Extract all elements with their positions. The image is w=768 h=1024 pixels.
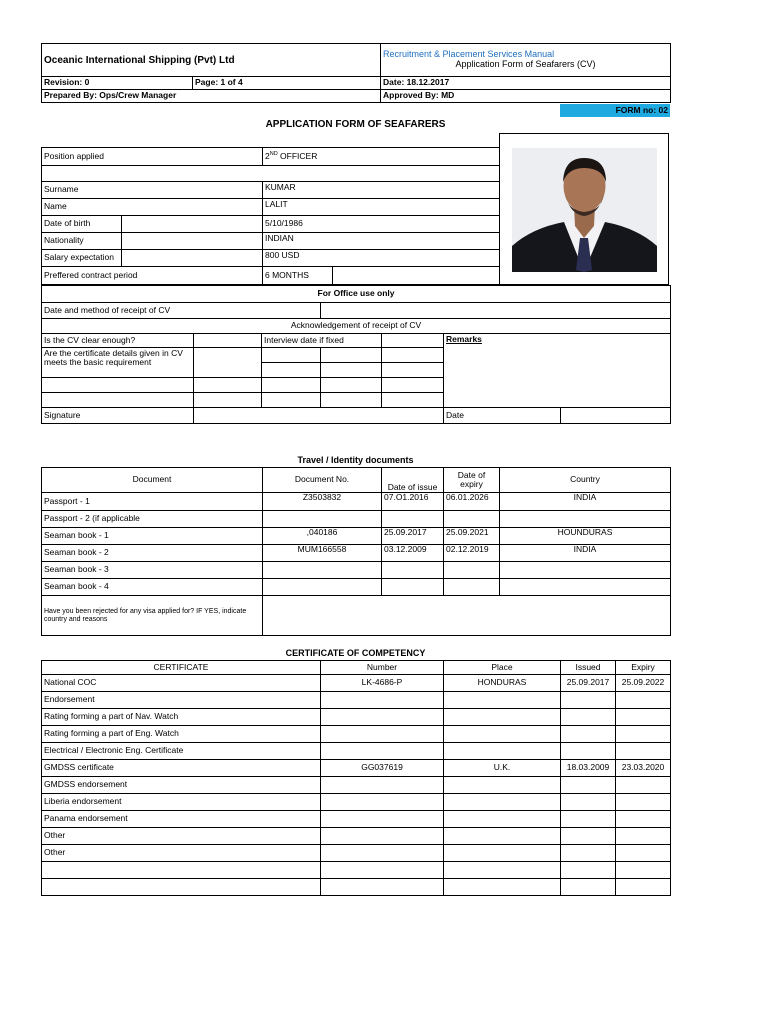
office-cell [194, 378, 262, 393]
manual-title-cell [381, 44, 671, 77]
coc-certificate: Rating forming a part of Eng. Watch [42, 726, 321, 743]
position-value [263, 148, 500, 166]
photo-frame [499, 133, 669, 285]
travel-expiry-date: 02.12.2019 [444, 545, 500, 562]
ack-heading: Acknowledgement of receipt of CV [42, 319, 671, 334]
coc-place [444, 692, 561, 709]
travel-document: Seaman book - 2 [42, 545, 263, 562]
contract-blank [332, 267, 499, 284]
coc-number [321, 794, 444, 811]
personal-table [41, 147, 500, 285]
nationality-value: INDIAN [263, 233, 500, 250]
header-table [41, 43, 671, 103]
form-title: APPLICATION FORM OF SEAFARERS [265, 119, 446, 130]
coc-issued [561, 862, 616, 879]
position-num: 2 [265, 151, 270, 162]
travel-document: Passport - 2 (if applicable [42, 511, 263, 528]
blank-row [42, 166, 500, 182]
coc-issued [561, 794, 616, 811]
coc-issued [561, 828, 616, 845]
form-number: FORM no: 02 [560, 104, 670, 117]
coc-header-expiry: Expiry [616, 661, 671, 675]
travel-document: Seaman book - 1 [42, 528, 263, 545]
coc-place [444, 879, 561, 896]
position-rest: OFFICER [277, 151, 318, 162]
coc-certificate: Other [42, 828, 321, 845]
coc-header-place: Place [444, 661, 561, 675]
travel-country [500, 511, 671, 528]
office-cell [262, 348, 321, 363]
revision: Revision: 0 [42, 77, 193, 90]
coc-expiry [616, 845, 671, 862]
coc-issued: 18.03.2009 [561, 760, 616, 777]
coc-header-cert: CERTIFICATE [42, 661, 321, 675]
office-cell [321, 393, 382, 408]
visa-question: Have you been rejected for any visa applied for? IF YES, indicate country and reasons [42, 596, 263, 636]
coc-row [42, 743, 671, 760]
office-cell [382, 348, 444, 363]
coc-expiry [616, 726, 671, 743]
coc-certificate [42, 879, 321, 896]
office-cell [382, 363, 444, 378]
signature-value [194, 408, 444, 424]
coc-issued [561, 777, 616, 794]
coc-number [321, 743, 444, 760]
coc-certificate [42, 862, 321, 879]
receipt-value [321, 303, 671, 319]
contract-label: Preffered contract period [42, 267, 263, 285]
travel-number: Z3503832 [263, 493, 382, 511]
coc-certificate: Other [42, 845, 321, 862]
coc-place [444, 845, 561, 862]
travel-header-expiry: Date of expiry [444, 468, 500, 493]
travel-issue-date: 07.O1.2016 [382, 493, 444, 511]
page-number: Page: 1 of 4 [193, 77, 381, 90]
travel-number [263, 562, 382, 579]
date-label: Date [444, 408, 561, 424]
coc-expiry [616, 794, 671, 811]
travel-issue-date [382, 579, 444, 596]
office-cell [262, 393, 321, 408]
coc-row [42, 692, 671, 709]
coc-place: HONDURAS [444, 675, 561, 692]
coc-place [444, 743, 561, 760]
cert-question: Are the certificate details given in CV meets the basic requirement [42, 348, 194, 378]
travel-heading: Travel / Identity documents [297, 455, 414, 465]
coc-number: GG037619 [321, 760, 444, 777]
office-heading: For Office use only [42, 286, 671, 303]
office-cell [321, 363, 382, 378]
coc-number [321, 828, 444, 845]
coc-expiry: 23.03.2020 [616, 760, 671, 777]
travel-country [500, 579, 671, 596]
name-value: LALIT [263, 199, 500, 216]
travel-document: Passport - 1 [42, 493, 263, 511]
office-table [41, 285, 671, 424]
coc-certificate: National COC [42, 675, 321, 692]
coc-issued [561, 709, 616, 726]
coc-number [321, 777, 444, 794]
coc-number [321, 879, 444, 896]
coc-expiry [616, 879, 671, 896]
office-cell [42, 378, 194, 393]
coc-expiry [616, 777, 671, 794]
travel-number: MUM166558 [263, 545, 382, 562]
travel-expiry-date: 06.01.2026 [444, 493, 500, 511]
coc-certificate: Electrical / Electronic Eng. Certificate [42, 743, 321, 760]
coc-number [321, 709, 444, 726]
person-silhouette-icon [512, 148, 657, 272]
name-label: Name [42, 199, 263, 216]
receipt-label: Date and method of receipt of CV [42, 303, 321, 319]
nationality-blank [122, 233, 263, 250]
coc-issued: 25.09.2017 [561, 675, 616, 692]
coc-number [321, 862, 444, 879]
coc-expiry [616, 743, 671, 760]
salary-value: 800 USD [263, 250, 500, 267]
coc-row [42, 760, 671, 777]
coc-place: U.K. [444, 760, 561, 777]
coc-expiry [616, 862, 671, 879]
travel-number [263, 579, 382, 596]
travel-country [500, 562, 671, 579]
travel-expiry-date [444, 579, 500, 596]
clear-question: Is the CV clear enough? [42, 334, 194, 348]
contract-cell [263, 267, 500, 285]
travel-number [263, 511, 382, 528]
travel-row [42, 493, 671, 511]
coc-place [444, 828, 561, 845]
coc-row [42, 794, 671, 811]
dob-blank [122, 216, 263, 233]
coc-place [444, 794, 561, 811]
coc-row [42, 709, 671, 726]
remarks-label: Remarks [444, 334, 671, 408]
signature-label: Signature [42, 408, 194, 424]
visa-answer [263, 596, 671, 636]
coc-place [444, 811, 561, 828]
coc-number [321, 811, 444, 828]
coc-number [321, 692, 444, 709]
travel-header-country: Country [500, 468, 671, 493]
travel-header-document: Document [42, 468, 263, 493]
date-value [561, 408, 671, 424]
coc-row [42, 862, 671, 879]
contract-inner [263, 267, 499, 284]
office-cell [321, 378, 382, 393]
travel-row [42, 579, 671, 596]
doc-title: Application Form of Seafarers (CV) [455, 59, 596, 69]
office-cell [42, 393, 194, 408]
travel-header-number: Document No. [263, 468, 382, 493]
header-date: Date: 18.12.2017 [381, 77, 671, 90]
travel-expiry-date: 25.09.2021 [444, 528, 500, 545]
coc-issued [561, 692, 616, 709]
coc-row [42, 879, 671, 896]
surname-value: KUMAR [263, 182, 500, 199]
coc-place [444, 709, 561, 726]
coc-row [42, 777, 671, 794]
coc-row [42, 726, 671, 743]
coc-header-number: Number [321, 661, 444, 675]
travel-country: HOUNDURAS [500, 528, 671, 545]
office-cell [382, 393, 444, 408]
dob-label: Date of birth [42, 216, 122, 233]
coc-expiry [616, 709, 671, 726]
coc-number [321, 726, 444, 743]
travel-expiry-date [444, 511, 500, 528]
coc-expiry: 25.09.2022 [616, 675, 671, 692]
coc-row [42, 828, 671, 845]
travel-country: INDIA [500, 545, 671, 562]
coc-header-issued: Issued [561, 661, 616, 675]
position-sup: ND [269, 151, 278, 158]
travel-expiry-date [444, 562, 500, 579]
prepared-by: Prepared By: Ops/Crew Manager [42, 90, 381, 103]
coc-expiry [616, 692, 671, 709]
coc-place [444, 862, 561, 879]
cert-answer [194, 348, 262, 378]
coc-place [444, 726, 561, 743]
office-cell [321, 348, 382, 363]
coc-heading: CERTIFICATE OF COMPETENCY [285, 648, 426, 658]
travel-document: Seaman book - 3 [42, 562, 263, 579]
office-cell [262, 363, 321, 378]
coc-expiry [616, 811, 671, 828]
interview-value [382, 334, 444, 348]
approved-by: Approved By: MD [381, 90, 671, 103]
interview-label: Interview date if fixed [262, 334, 382, 348]
coc-number: LK-4686-P [321, 675, 444, 692]
position-label: Position applied [42, 148, 263, 166]
coc-certificate: Endorsement [42, 692, 321, 709]
coc-certificate: Liberia endorsement [42, 794, 321, 811]
travel-row [42, 545, 671, 562]
company-name: Oceanic International Shipping (Pvt) Ltd [42, 44, 381, 77]
coc-row [42, 811, 671, 828]
travel-issue-date: 03.12.2009 [382, 545, 444, 562]
surname-label: Surname [42, 182, 263, 199]
travel-issue-date [382, 562, 444, 579]
coc-issued [561, 811, 616, 828]
coc-number [321, 845, 444, 862]
contract-value: 6 MONTHS [263, 267, 332, 284]
coc-certificate: Panama endorsement [42, 811, 321, 828]
coc-table [41, 660, 671, 896]
applicant-photo [512, 148, 657, 272]
coc-place [444, 777, 561, 794]
coc-issued [561, 845, 616, 862]
office-cell [382, 378, 444, 393]
manual-title: Recruitment & Placement Services Manual [383, 49, 555, 60]
coc-expiry [616, 828, 671, 845]
coc-row [42, 675, 671, 692]
salary-blank [122, 250, 263, 267]
travel-header-issue: Date of issue [382, 468, 444, 493]
travel-row [42, 562, 671, 579]
clear-answer [194, 334, 262, 348]
travel-issue-date: 25.09.2017 [382, 528, 444, 545]
coc-issued [561, 743, 616, 760]
travel-row [42, 511, 671, 528]
travel-row [42, 528, 671, 545]
salary-label: Salary expectation [42, 250, 122, 267]
coc-certificate: GMDSS certificate [42, 760, 321, 777]
travel-document: Seaman book - 4 [42, 579, 263, 596]
travel-number: ,040186 [263, 528, 382, 545]
travel-issue-date [382, 511, 444, 528]
office-cell [194, 393, 262, 408]
nationality-label: Nationality [42, 233, 122, 250]
coc-certificate: GMDSS endorsement [42, 777, 321, 794]
coc-row [42, 845, 671, 862]
travel-country: INDIA [500, 493, 671, 511]
coc-issued [561, 879, 616, 896]
dob-value: 5/10/1986 [263, 216, 500, 233]
travel-table [41, 467, 671, 636]
coc-issued [561, 726, 616, 743]
coc-certificate: Rating forming a part of Nav. Watch [42, 709, 321, 726]
office-cell [262, 378, 321, 393]
